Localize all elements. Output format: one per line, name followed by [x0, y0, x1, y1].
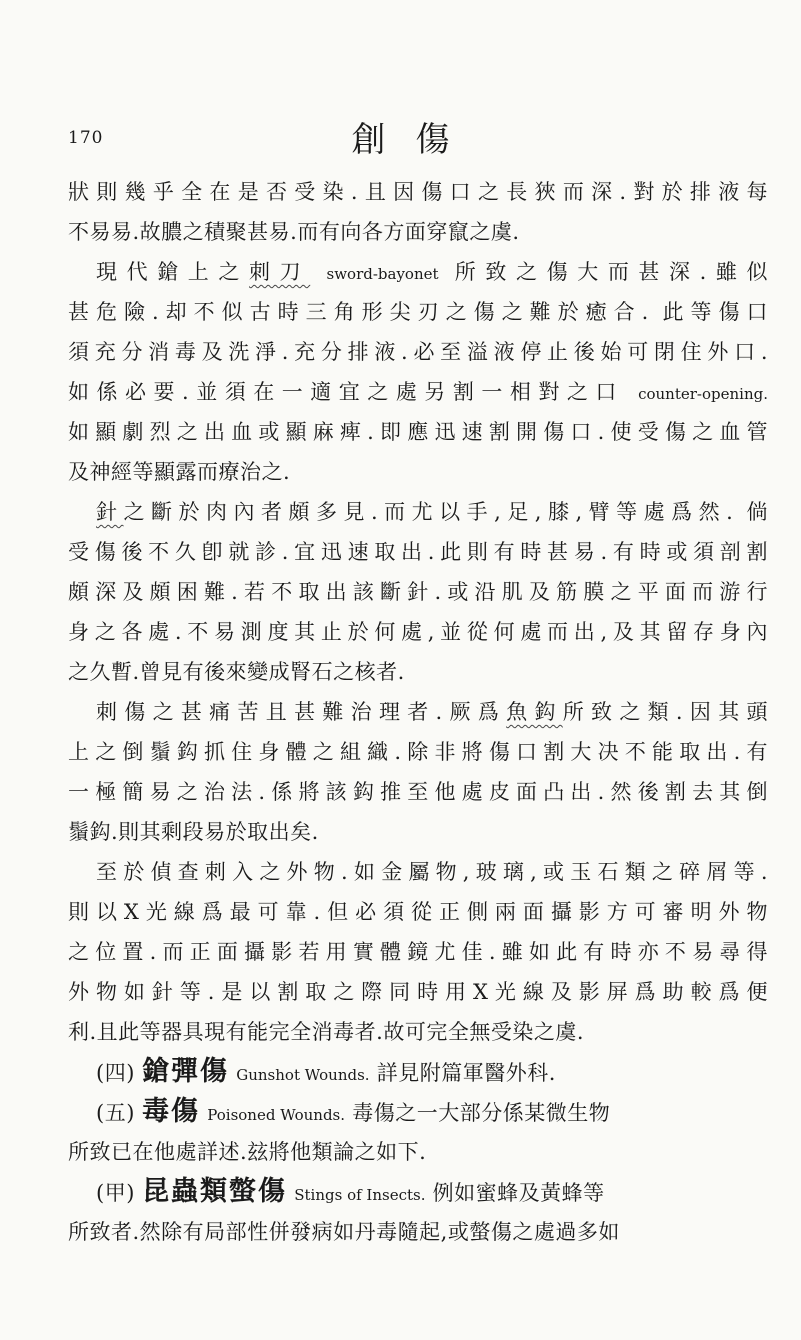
text-run: 毒傷之一大部分係某微生物: [345, 1101, 611, 1125]
text-line: [68, 1172, 768, 1212]
english-term: Gunshot Wounds.: [236, 1066, 370, 1084]
text-line: 鬚鈎.則其剩段易於取出矣.: [68, 820, 319, 844]
text-run: 刺傷之甚痛苦且甚難治理者.厥爲: [96, 700, 507, 724]
marked-term: 針: [96, 500, 124, 524]
text-line: 利.且此等器具現有能完全消毒者.故可完全無受染之虞.: [68, 1020, 585, 1044]
text-run: 所致之類.因其頭: [562, 700, 768, 724]
text-line: 受傷後不久卽就診.宜迅速取出.此則有時甚易.有時或須剖割: [68, 540, 768, 564]
section-heading: 鎗彈傷: [142, 1056, 230, 1087]
page-number: 170: [68, 128, 104, 148]
text-line: [68, 492, 768, 532]
text-line: 至於偵查刺入之外物.如金屬物,玻璃,或玉石類之碎屑等.: [96, 860, 768, 884]
text-line: 及神經等顯露而療治之.: [68, 460, 291, 484]
text-line: [68, 372, 768, 412]
text-run: 例如蜜蜂及黃蜂等: [425, 1181, 605, 1205]
text-line: [68, 252, 768, 292]
text-line: 一極簡易之治法.係將該鈎推至他處皮面凸出.然後割去其倒: [68, 780, 768, 804]
english-term: Poisoned Wounds.: [207, 1106, 346, 1124]
text-line: 身之各處.不易測度其止於何處,並從何處而出,及其留存身內: [68, 620, 768, 644]
text-run: 詳見附篇軍醫外科.: [369, 1061, 556, 1085]
text-line: 則以X光線爲最可靠.但必須從正側兩面攝影方可審明外物: [68, 900, 768, 924]
text-line: [68, 1092, 768, 1132]
text-line: [68, 692, 768, 732]
marked-term: 刺刀: [249, 260, 311, 284]
text-run: 現代鎗上之: [96, 260, 250, 284]
page-header: [0, 112, 801, 162]
section-heading: 毒傷: [142, 1096, 201, 1127]
text-line: 外物如針等.是以割取之際同時用X光線及影屏爲助較爲便: [68, 980, 768, 1004]
text-run: (五): [96, 1101, 143, 1125]
text-run: 所致之傷大而甚深.雖似: [438, 260, 768, 284]
text-line: 狀則幾乎全在是否受染.且因傷口之長狹而深.對於排液每: [68, 180, 768, 204]
text-run: (甲): [96, 1181, 143, 1205]
text-line: 頗深及頗困難.若不取出該斷針.或沿肌及筋膜之平面而游行: [68, 580, 768, 604]
marked-term: 魚鈎: [506, 700, 563, 724]
text-line: 之久暫.曾見有後來變成腎石之核者.: [68, 660, 405, 684]
english-term: Stings of Insects.: [294, 1186, 426, 1204]
text-line: 所致已在他處詳述.玆將他類論之如下.: [68, 1140, 427, 1164]
text-line: [68, 1052, 768, 1092]
section-heading: 昆蟲類螫傷: [142, 1176, 288, 1207]
running-title: 創傷: [351, 120, 480, 160]
text-line: 上之倒鬚鈎抓住身體之組織.除非將傷口割大决不能取出.有: [68, 740, 768, 764]
text-line: 如顯劇烈之出血或顯麻痺.即應迅速割開傷口.使受傷之血管: [68, 420, 768, 444]
text-line: 須充分消毒及洗淨.充分排液.必至溢液停止後始可閉住外口.: [68, 340, 768, 364]
text-line: 之位置.而正面攝影若用實體鏡尤佳.雖如此有時亦不易尋得: [68, 940, 768, 964]
english-term: sword-bayonet: [326, 265, 439, 283]
text-line: 不易易.故膿之積聚甚易.而有向各方面穿竄之虞.: [68, 220, 520, 244]
text-run: 之斷於肉內者頗多見.而尤以手,足,膝,臂等處爲然. 倘: [123, 500, 768, 524]
text-run: 如係必要.並須在一適宜之處另割一相對之口: [68, 380, 639, 404]
page-body: [68, 172, 768, 1252]
english-term: counter-opening.: [638, 385, 768, 403]
text-run: (四): [96, 1061, 143, 1085]
text-line: 所致者.然除有局部性併發病如丹毒隨起,或螫傷之處過多如: [68, 1220, 620, 1244]
text-line: 甚危險.却不似古時三角形尖刃之傷之難於癒合. 此等傷口: [68, 300, 768, 324]
text-run: [310, 260, 326, 284]
